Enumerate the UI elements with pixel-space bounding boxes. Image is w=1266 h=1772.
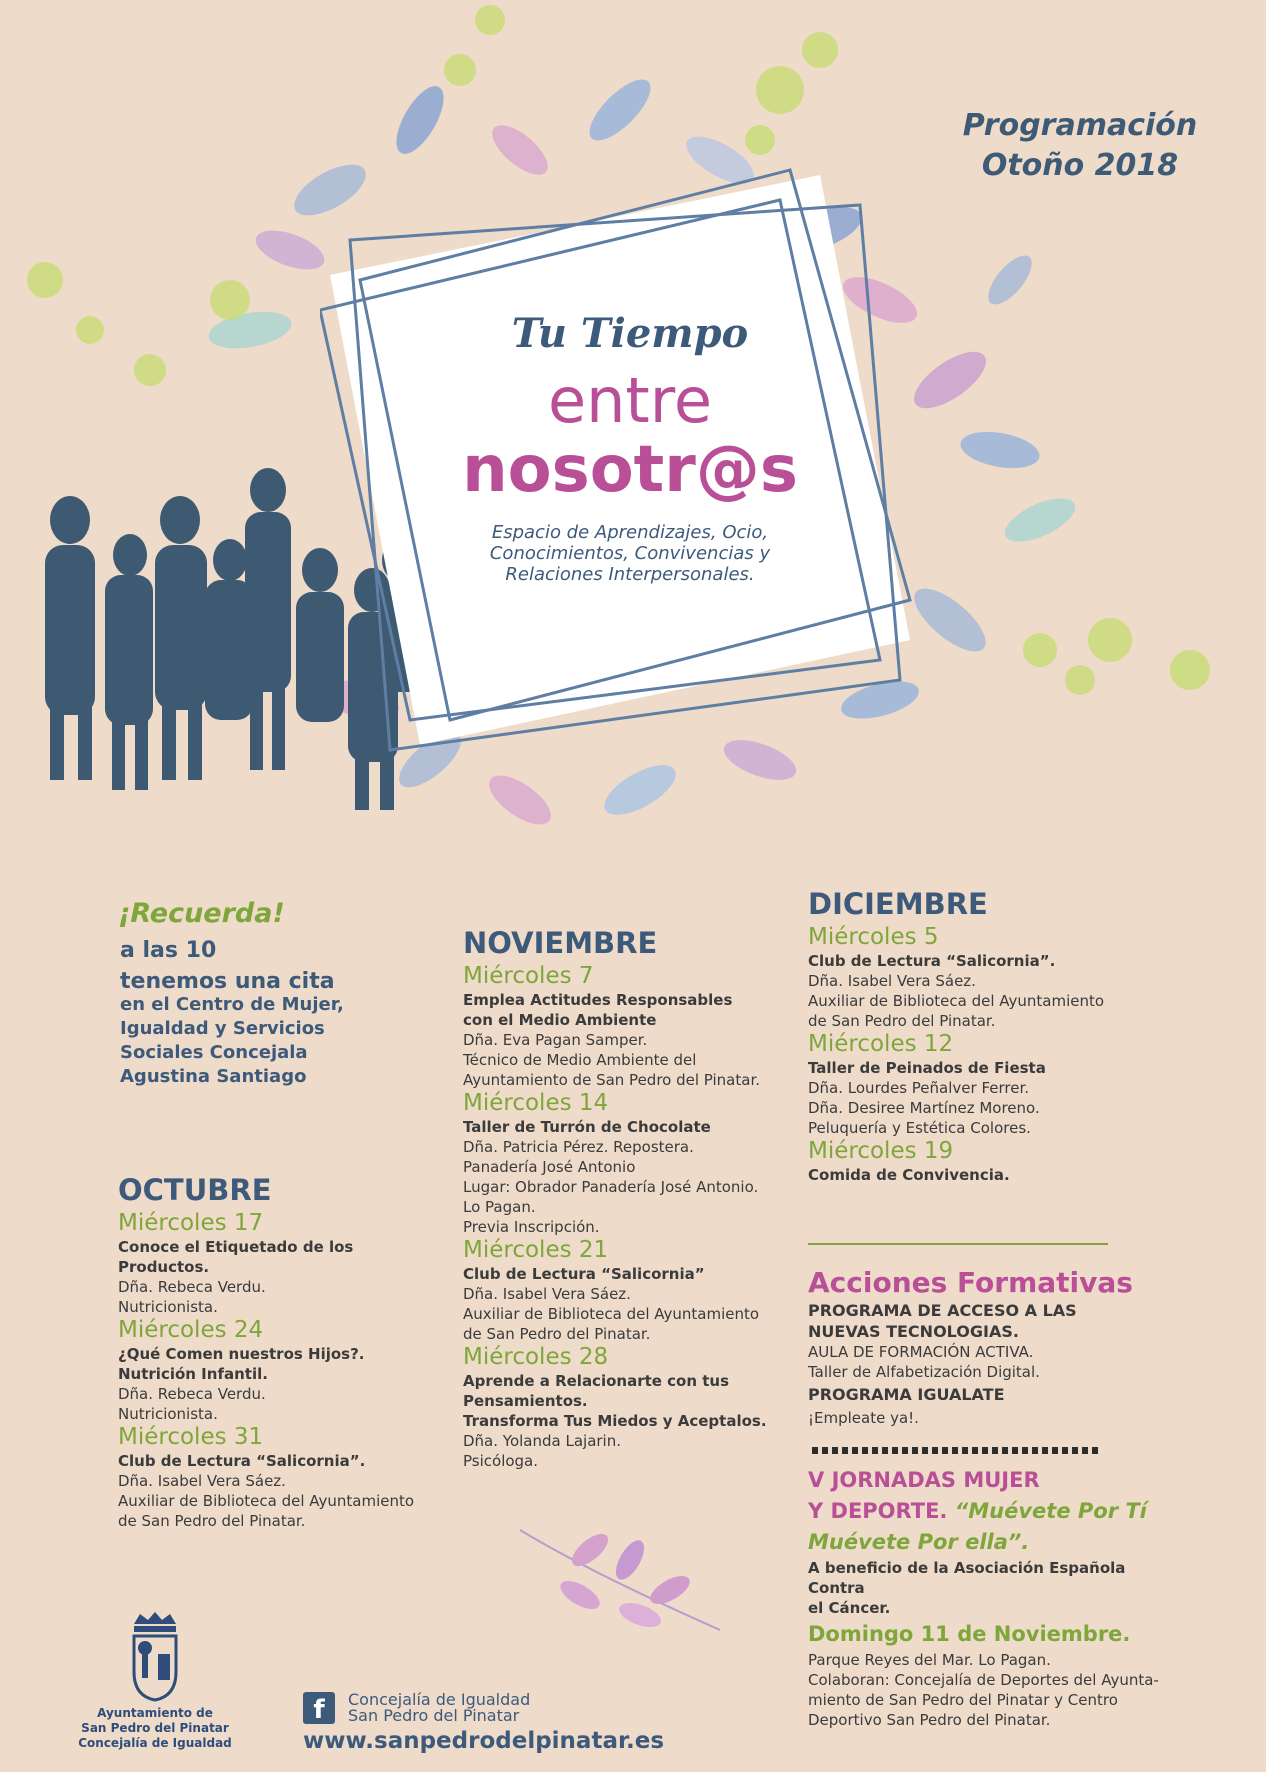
month-heading: NOVIEMBRE <box>463 926 658 960</box>
title-subtitle <box>360 522 900 585</box>
recuerda-line: a las 10 <box>120 938 217 963</box>
event-title: Transforma Tus Miedos y Aceptalos. <box>463 1412 767 1430</box>
event-title: Club de Lectura “Salicornia”. <box>808 952 1056 970</box>
jornadas-section <box>808 1465 1168 1730</box>
event-title: Taller de Peinados de Fiesta <box>808 1059 1046 1077</box>
logo-line: Concejalía de Igualdad <box>78 1736 232 1750</box>
event-detail: Técnico de Medio Ambiente del <box>463 1051 697 1069</box>
logo-line: San Pedro del Pinatar <box>81 1721 229 1735</box>
jornadas-line1: V JORNADAS MUJER <box>808 1468 1040 1492</box>
event-detail: Panadería José Antonio <box>463 1158 636 1176</box>
jornadas-detail: Parque Reyes del Mar. Lo Pagan. <box>808 1651 1051 1669</box>
concejalia-text <box>348 1692 530 1724</box>
event-detail: de San Pedro del Pinatar. <box>118 1512 306 1530</box>
jornadas-benefit: A beneficio de la Asociación Española Contra <box>808 1559 1126 1597</box>
event-day: Miércoles 21 <box>463 1237 609 1263</box>
acciones-section <box>808 1266 1148 1428</box>
acciones-line: ¡Empleate ya!. <box>808 1409 919 1427</box>
month-heading: DICIEMBRE <box>808 887 988 921</box>
event-detail: Ayuntamiento de San Pedro del Pinatar. <box>463 1071 760 1089</box>
event-detail: Peluquería y Estética Colores. <box>808 1119 1031 1137</box>
acciones-prog1 <box>808 1300 1148 1342</box>
event-day: Miércoles 14 <box>463 1090 609 1116</box>
concejalia-line: San Pedro del Pinatar <box>348 1706 520 1725</box>
event-day: Miércoles 24 <box>118 1317 264 1343</box>
month-heading: OCTUBRE <box>118 1173 272 1207</box>
website-link[interactable]: www.sanpedrodelpinatar.es <box>303 1728 665 1754</box>
acciones-line: PROGRAMA DE ACCESO A LAS <box>808 1301 1077 1320</box>
event-detail: Dña. Patricia Pérez. Repostera. <box>463 1138 694 1156</box>
jornadas-detail: Deportivo San Pedro del Pinatar. <box>808 1711 1051 1729</box>
octubre-column <box>118 1172 418 1531</box>
acciones-heading: Acciones Formativas <box>808 1266 1133 1299</box>
dotted-divider <box>812 1447 1102 1454</box>
title-line2: entre <box>547 364 713 437</box>
recuerda-large <box>120 935 335 997</box>
event-detail: Dña. Isabel Vera Sáez. <box>808 972 976 990</box>
event-title: Conoce el Etiquetado de los Productos. <box>118 1238 354 1276</box>
noviembre-column <box>463 925 783 1471</box>
recuerda-line: Igualdad y Servicios <box>120 1018 325 1039</box>
title-line1: Tu Tiempo <box>511 310 749 357</box>
subtitle-line: Relaciones Interpersonales. <box>505 564 755 585</box>
acciones-line: Taller de Alfabetización Digital. <box>808 1363 1040 1381</box>
diciembre-column <box>808 886 1128 1185</box>
event-detail: de San Pedro del Pinatar. <box>463 1325 651 1343</box>
event-title: Taller de Turrón de Chocolate <box>463 1118 711 1136</box>
recuerda-line: en el Centro de Mujer, <box>120 994 344 1015</box>
event-title: Emplea Actitudes Responsables <box>463 991 733 1009</box>
event-detail: Psicóloga. <box>463 1452 539 1470</box>
event-title: Comida de Convivencia. <box>808 1166 1010 1184</box>
event-detail: Dña. Isabel Vera Sáez. <box>118 1472 286 1490</box>
town-crest-logo <box>128 1610 182 1702</box>
event-day: Miércoles 28 <box>463 1344 609 1370</box>
event-detail: Dña. Rebeca Verdu. <box>118 1278 266 1296</box>
event-day: Miércoles 12 <box>808 1031 954 1057</box>
event-detail: Dña. Lourdes Peñalver Ferrer. <box>808 1079 1030 1097</box>
event-detail: Dña. Isabel Vera Sáez. <box>463 1285 631 1303</box>
program-line2: Otoño 2018 <box>981 148 1179 183</box>
title-line3: nosotr@s <box>462 433 798 507</box>
event-title: Nutrición Infantil. <box>118 1365 268 1383</box>
event-title: ¿Qué Comen nuestros Hijos?. <box>118 1345 365 1363</box>
concejalia-line: Concejalía de Igualdad <box>348 1690 531 1709</box>
recuerda-line: Sociales Concejala <box>120 1042 308 1063</box>
event-detail: Dña. Rebeca Verdu. <box>118 1385 266 1403</box>
event-detail: Nutricionista. <box>118 1298 218 1316</box>
event-detail: Auxiliar de Biblioteca del Ayuntamiento <box>118 1492 415 1510</box>
event-detail: Dña. Eva Pagan Samper. <box>463 1031 648 1049</box>
event-detail: Auxiliar de Biblioteca del Ayuntamiento <box>808 992 1105 1010</box>
event-detail: Lo Pagan. <box>463 1198 536 1216</box>
event-title: Aprende a Relacionarte con tus <box>463 1372 730 1390</box>
recuerda-line: tenemos una cita <box>120 969 335 994</box>
logo-text <box>70 1706 240 1751</box>
event-detail: de San Pedro del Pinatar. <box>808 1012 996 1030</box>
subtitle-line: Conocimientos, Convivencias y <box>489 543 771 564</box>
acciones-line: NUEVAS TECNOLOGIAS. <box>808 1322 1019 1341</box>
recuerda-small <box>120 993 370 1089</box>
jornadas-date: Domingo 11 de Noviembre. <box>808 1622 1131 1646</box>
event-day: Miércoles 19 <box>808 1138 954 1164</box>
event-title: Pensamientos. <box>463 1392 588 1410</box>
recuerda-heading: ¡Recuerda! <box>118 898 285 929</box>
event-detail: Nutricionista. <box>118 1405 218 1423</box>
event-detail: Lugar: Obrador Panadería José Antonio. <box>463 1178 759 1196</box>
section-divider <box>808 1243 1108 1245</box>
jornadas-detail: miento de San Pedro del Pinatar y Centro <box>808 1691 1118 1709</box>
jornadas-benefit: el Cáncer. <box>808 1599 891 1617</box>
event-title: Club de Lectura “Salicornia” <box>463 1265 705 1283</box>
program-title <box>930 106 1230 186</box>
jornadas-line3: Muévete Por ella”. <box>808 1530 1030 1554</box>
acciones-line: AULA DE FORMACIÓN ACTIVA. <box>808 1343 1034 1361</box>
event-title: Club de Lectura “Salicornia”. <box>118 1452 366 1470</box>
subtitle-line: Espacio de Aprendizajes, Ocio, <box>491 522 769 543</box>
event-detail: Dña. Desiree Martínez Moreno. <box>808 1099 1040 1117</box>
acciones-prog2: PROGRAMA IGUALATE <box>808 1385 1005 1404</box>
facebook-icon[interactable]: f <box>303 1692 335 1724</box>
event-detail: Previa Inscripción. <box>463 1218 600 1236</box>
logo-line: Ayuntamiento de <box>97 1706 213 1720</box>
flower-sprig <box>510 1520 730 1640</box>
event-day: Miércoles 5 <box>808 924 939 950</box>
program-line1: Programación <box>962 108 1198 143</box>
event-day: Miércoles 7 <box>463 963 594 989</box>
event-detail: Auxiliar de Biblioteca del Ayuntamiento <box>463 1305 760 1323</box>
event-detail: Dña. Yolanda Lajarin. <box>463 1432 621 1450</box>
event-day: Miércoles 17 <box>118 1210 264 1236</box>
jornadas-detail: Colaboran: Concejalía de Deportes del Ayunta- <box>808 1671 1159 1689</box>
event-day: Miércoles 31 <box>118 1424 264 1450</box>
jornadas-line2a: Y DEPORTE. <box>808 1499 955 1523</box>
event-title: con el Medio Ambiente <box>463 1011 657 1029</box>
recuerda-line: Agustina Santiago <box>120 1066 307 1087</box>
jornadas-line2b: “Muévete Por Tí <box>954 1499 1147 1523</box>
